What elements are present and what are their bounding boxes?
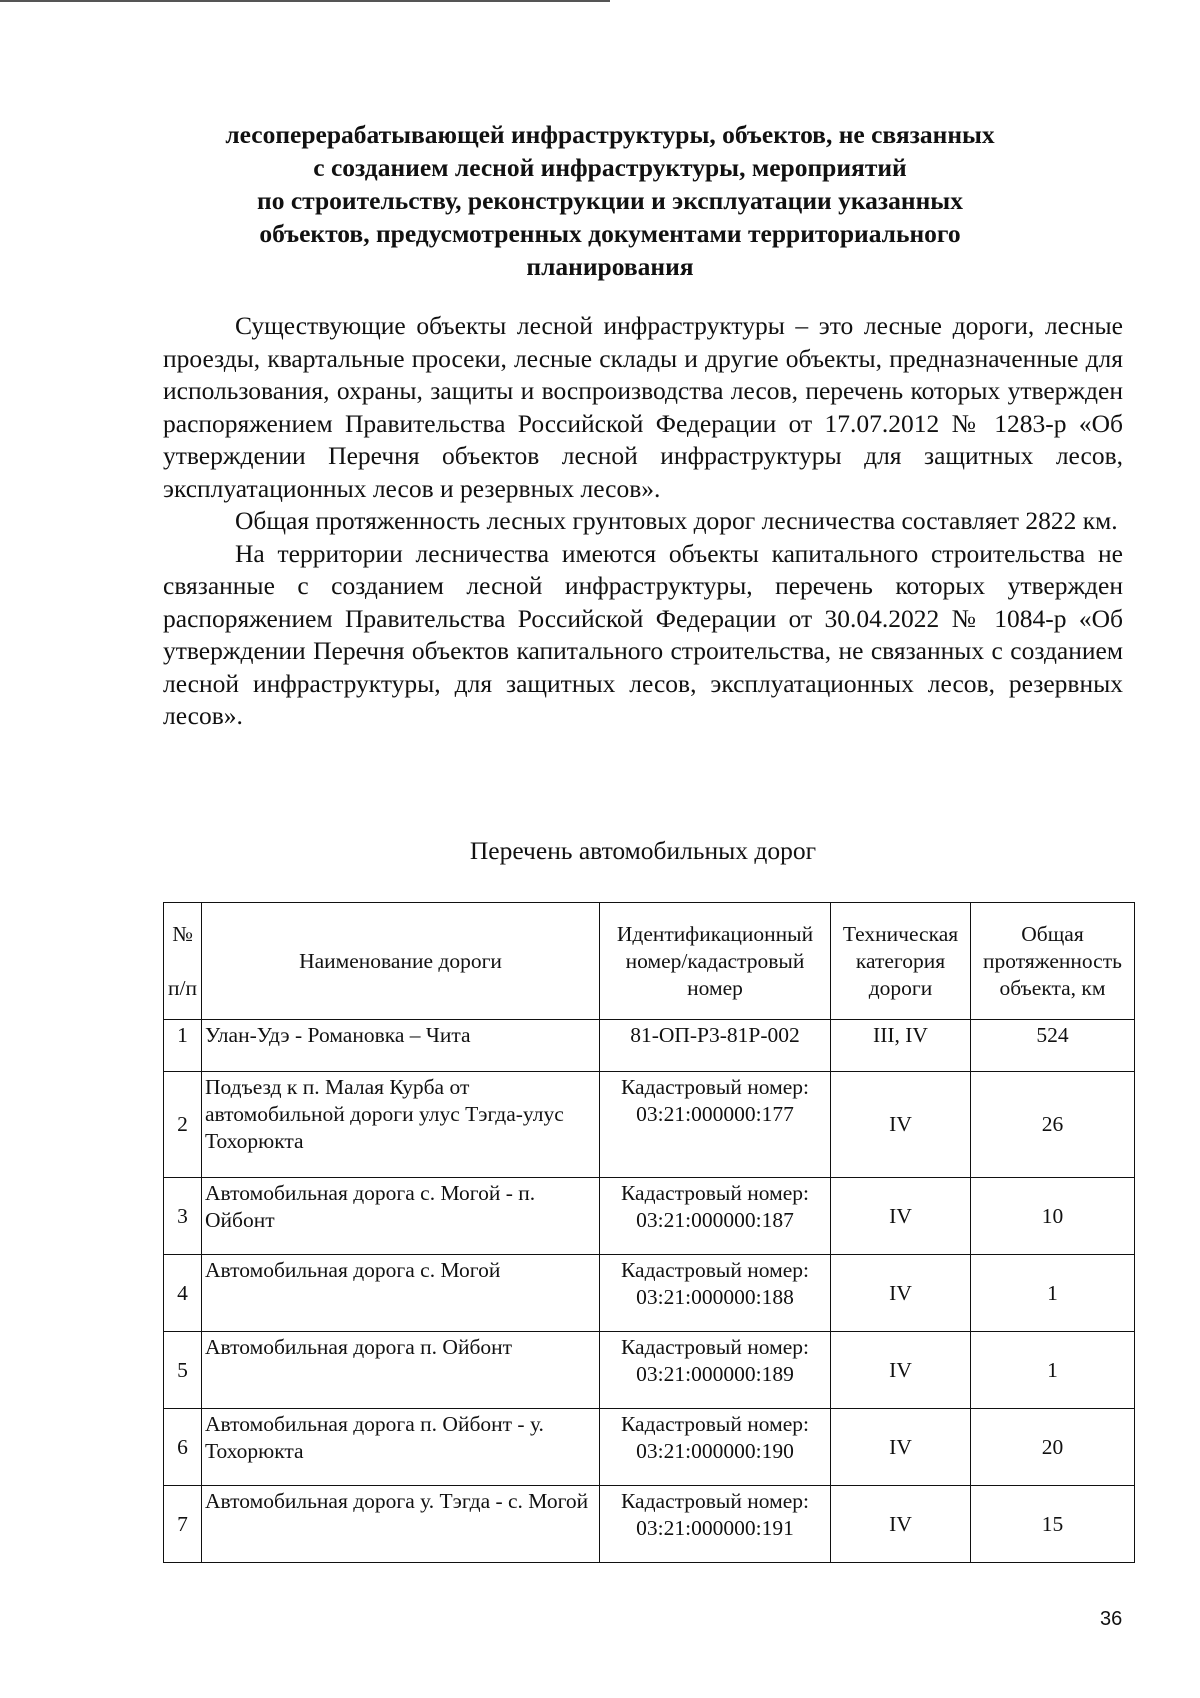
row-id-value: 03:21:000000:191	[636, 1516, 794, 1540]
roads-list-title: Перечень автомобильных дорог	[469, 836, 817, 865]
paragraph-capital-objects: На территории лесничества имеются объекты капитального строительства не связанные с созданием лесной инфраструктуры, перечень которых утвержден распоряжением Правительства Российской Федерации от 30.04.2022 № 1084-р «Об утверждении Перечня объектов капитального строительства, не связанных с созданием лесной инфраструктуры, для защитных лесов, эксплуатационных лесов, резервных лесов».	[163, 538, 1123, 730]
paragraph-total-length: Общая протяженность лесных грунтовых дорог лесничества составляет 2822 км.	[235, 506, 1118, 535]
heading-line: по строительству, реконструкции и эксплуатации указанных	[257, 186, 963, 215]
row-id	[600, 1332, 831, 1409]
header-category-line: дороги	[868, 975, 933, 1000]
header-num-line: №	[172, 921, 193, 946]
row-category: IV	[831, 1072, 971, 1178]
table-row	[164, 1072, 1135, 1178]
page-number: 36	[1100, 1608, 1123, 1630]
row-road-name: Автомобильная дорога с. Могой	[202, 1255, 600, 1332]
row-id	[600, 1409, 831, 1486]
table-row	[164, 1486, 1135, 1563]
table-row	[164, 1020, 1135, 1072]
row-num: 4	[164, 1255, 202, 1332]
header-length	[971, 903, 1135, 1020]
row-road-name: Автомобильная дорога п. Ойбонт - у. Тохорюкта	[202, 1409, 600, 1486]
row-length: 15	[971, 1486, 1135, 1563]
row-id-value: 03:21:000000:188	[636, 1285, 794, 1309]
header-category-line: категория	[855, 948, 946, 973]
header-name: Наименование дороги	[202, 903, 600, 1020]
row-road-name: Автомобильная дорога с. Могой - п. Ойбонт	[202, 1178, 600, 1255]
row-num: 7	[164, 1486, 202, 1563]
header-category	[831, 903, 971, 1020]
row-id-value: 81-ОП-Р3-81Р-002	[630, 1023, 800, 1047]
row-num: 6	[164, 1409, 202, 1486]
row-id-label: Кадастровый номер:	[621, 1075, 809, 1099]
row-category: IV	[831, 1178, 971, 1255]
heading-line: объектов, предусмотренных документами территориального	[259, 219, 961, 248]
header-category-line: Техническая	[842, 921, 959, 946]
row-id-label: Кадастровый номер:	[621, 1412, 809, 1436]
row-length: 1	[971, 1332, 1135, 1409]
table-header-row	[164, 903, 1135, 1020]
header-id-line: номер/кадастровый	[625, 948, 805, 973]
row-id-label: Кадастровый номер:	[621, 1258, 809, 1282]
row-category: III, IV	[831, 1020, 971, 1072]
heading-line: лесоперерабатывающей инфраструктуры, объектов, не связанных	[225, 120, 995, 149]
table-row	[164, 1409, 1135, 1486]
row-road-name: Автомобильная дорога п. Ойбонт	[202, 1332, 600, 1409]
heading-line: планирования	[526, 252, 694, 281]
row-num: 3	[164, 1178, 202, 1255]
table-row	[164, 1255, 1135, 1332]
row-id-value: 03:21:000000:189	[636, 1362, 794, 1386]
header-id-line: Идентификационный	[616, 921, 814, 946]
row-id	[600, 1072, 831, 1178]
roads-table	[163, 902, 1135, 1563]
row-category: IV	[831, 1255, 971, 1332]
row-id-value: 03:21:000000:187	[636, 1208, 794, 1232]
header-length-line: объекта, км	[999, 975, 1106, 1000]
row-length: 20	[971, 1409, 1135, 1486]
row-category: IV	[831, 1409, 971, 1486]
row-id	[600, 1255, 831, 1332]
header-num	[164, 903, 202, 1020]
row-num: 2	[164, 1072, 202, 1178]
row-id-value: 03:21:000000:177	[636, 1102, 794, 1126]
header-length-line: протяженность	[983, 948, 1122, 973]
row-num: 1	[164, 1020, 202, 1072]
row-id-label: Кадастровый номер:	[621, 1489, 809, 1513]
row-category: IV	[831, 1486, 971, 1563]
table-row	[164, 1332, 1135, 1409]
header-id	[600, 903, 831, 1020]
row-road-name: Автомобильная дорога у. Тэгда - с. Могой	[202, 1486, 600, 1563]
header-id-line: номер	[687, 975, 743, 1000]
row-id	[600, 1020, 831, 1072]
row-id	[600, 1178, 831, 1255]
row-length: 524	[971, 1020, 1135, 1072]
section-heading	[170, 118, 1050, 283]
row-road-name: Улан-Удэ - Романовка – Чита	[202, 1020, 600, 1072]
header-num-line: п/п	[168, 975, 197, 1000]
heading-line: с созданием лесной инфраструктуры, мероприятий	[313, 153, 907, 182]
row-num: 5	[164, 1332, 202, 1409]
paragraph-existing-objects: Существующие объекты лесной инфраструктуры – это лесные дороги, лесные проезды, квартальные просеки, лесные склады и другие объекты, предназначенные для использования, охраны, защиты и воспроизводства лесов, перечень которых утвержден распоряжением Правительства Российской Федерации от 17.07.2012 № 1283-р «Об утверждении Перечня объектов лесной инфраструктуры для защитных лесов, эксплуатационных лесов и резервных лесов».	[163, 311, 1123, 503]
row-length: 1	[971, 1255, 1135, 1332]
row-id	[600, 1486, 831, 1563]
scan-top-edge-line	[0, 0, 610, 2]
row-length: 26	[971, 1072, 1135, 1178]
body-text	[163, 310, 1123, 733]
row-category: IV	[831, 1332, 971, 1409]
header-length-line: Общая	[1021, 921, 1084, 946]
table-row	[164, 1178, 1135, 1255]
row-id-value: 03:21:000000:190	[636, 1439, 794, 1463]
row-id-label: Кадастровый номер:	[621, 1181, 809, 1205]
row-road-name: Подъезд к п. Малая Курба от автомобильной дороги улус Тэгда-улус Тохорюкта	[202, 1072, 600, 1178]
row-length: 10	[971, 1178, 1135, 1255]
row-id-label: Кадастровый номер:	[621, 1335, 809, 1359]
